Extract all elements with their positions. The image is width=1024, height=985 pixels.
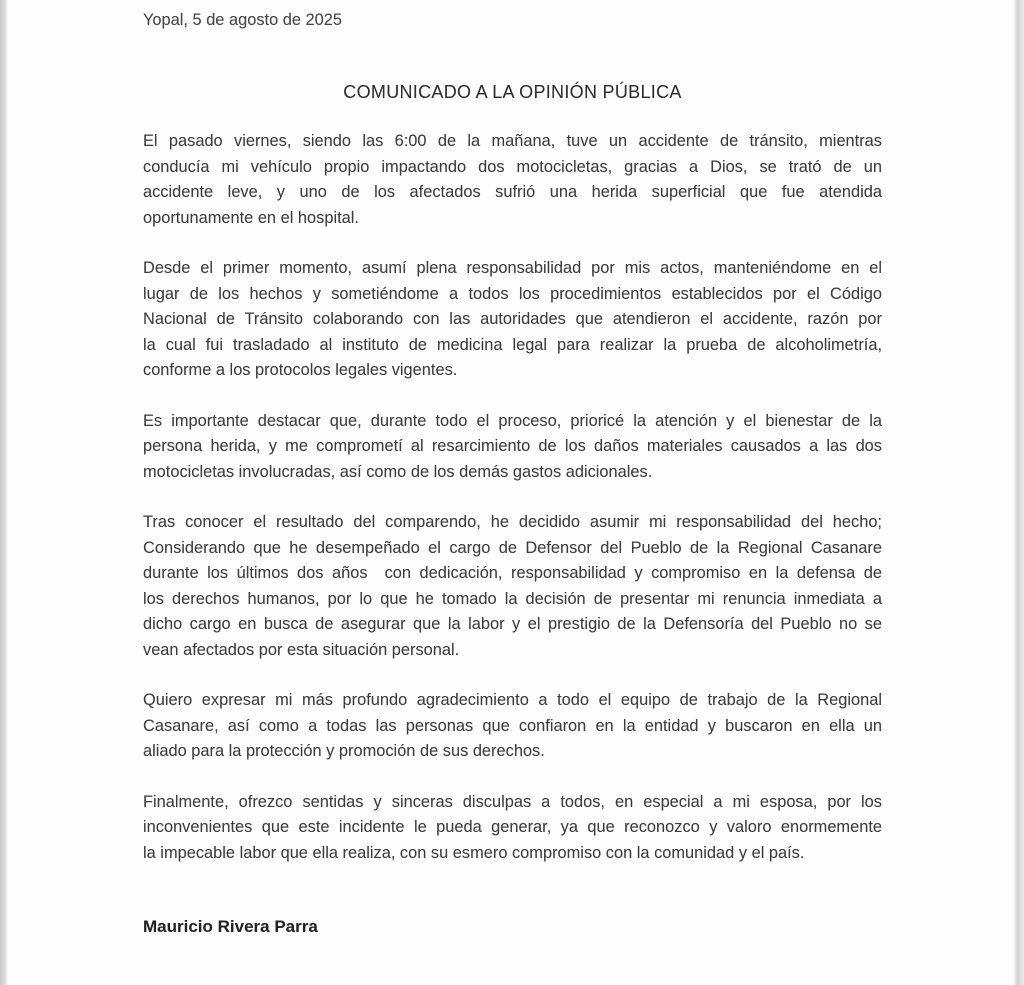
text-line: conducía mi vehículo propio impactando dos motocicletas, gracias a Dios, se trató de un — [143, 157, 882, 176]
text-line: durante los últimos dos años con dedicación, responsabilidad y compromiso en la defensa de — [143, 564, 882, 582]
text-line: la cual fui trasladado al instituto de medicina legal para realizar la prueba de alcoholimetría, — [143, 335, 882, 354]
letter-document — [143, 8, 882, 940]
text-line: los derechos humanos, por lo que he tomado la decisión de presentar mi renuncia inmediata a — [143, 589, 882, 608]
paragraphs — [143, 129, 882, 866]
paragraph — [143, 688, 882, 765]
text-line: Nacional de Tránsito colaborando con las autoridades que atendieron el accidente, razón por — [143, 310, 882, 328]
text-line: Es importante destacar que, durante todo el proceso, prioricé la atención y el bienestar de la — [143, 411, 882, 430]
scan-edge-left — [0, 0, 8, 985]
paragraph — [143, 409, 882, 486]
paragraph — [143, 790, 882, 867]
text-line: Finalmente, ofrezco sentidas y sinceras disculpas a todos, en especial a mi esposa, por los — [143, 792, 882, 811]
text-line: la impecable labor que ella realiza, con su esmero compromiso con la comunidad y el país. — [143, 843, 805, 862]
text-line: Quiero expresar mi más profundo agradecimiento a todo el equipo de trabajo de la Regional — [143, 691, 882, 709]
text-line: Considerando que he desempeñado el cargo de Defensor del Pueblo de la Regional Casanare — [143, 538, 882, 557]
text-line: Tras conocer el resultado del comparendo, he decidido asumir mi responsabilidad del hecho; — [143, 513, 882, 531]
text-line: oportunamente en el hospital. — [143, 208, 359, 227]
text-line: inconvenientes que este incidente le pueda generar, ya que reconozco y valoro enormemente — [143, 818, 882, 836]
text-line: motocicletas involucradas, así como de los demás gastos adicionales. — [143, 462, 653, 481]
text-line: Casanare, así como a todas las personas que confiaron en la entidad y buscaron en ella un — [143, 716, 882, 735]
paragraph — [143, 256, 882, 384]
signature-name: Mauricio Rivera Parra — [143, 917, 318, 936]
text-line: accidente leve, y uno de los afectados sufrió una herida superficial que fue atendida — [143, 183, 882, 201]
text-line: persona herida, y me comprometí al resarcimiento de los daños materiales causados a las dos — [143, 437, 882, 455]
text-line: El pasado viernes, siendo las 6:00 de la mañana, tuve un accidente de tránsito, mientras — [143, 132, 882, 150]
paragraph — [143, 129, 882, 231]
date-line: Yopal, 5 de agosto de 2025 — [143, 11, 342, 29]
text-line: lugar de los hechos y sometiéndome a todos los procedimientos establecidos por el Código — [143, 284, 882, 303]
text-line: vean afectados por esta situación personal. — [143, 640, 460, 659]
text-line: dicho cargo en busca de asegurar que la labor y el prestigio de la Defensoría del Pueblo no se — [143, 615, 882, 633]
text-line: Desde el primer momento, asumí plena responsabilidad por mis actos, manteniéndome en el — [143, 259, 882, 277]
scan-edge-right — [1013, 0, 1024, 985]
paragraph — [143, 510, 882, 663]
document-title: COMUNICADO A LA OPINIÓN PÚBLICA — [343, 81, 682, 102]
text-line: conforme a los protocolos legales vigentes. — [143, 361, 458, 379]
text-line: aliado para la protección y promoción de sus derechos. — [143, 742, 545, 760]
